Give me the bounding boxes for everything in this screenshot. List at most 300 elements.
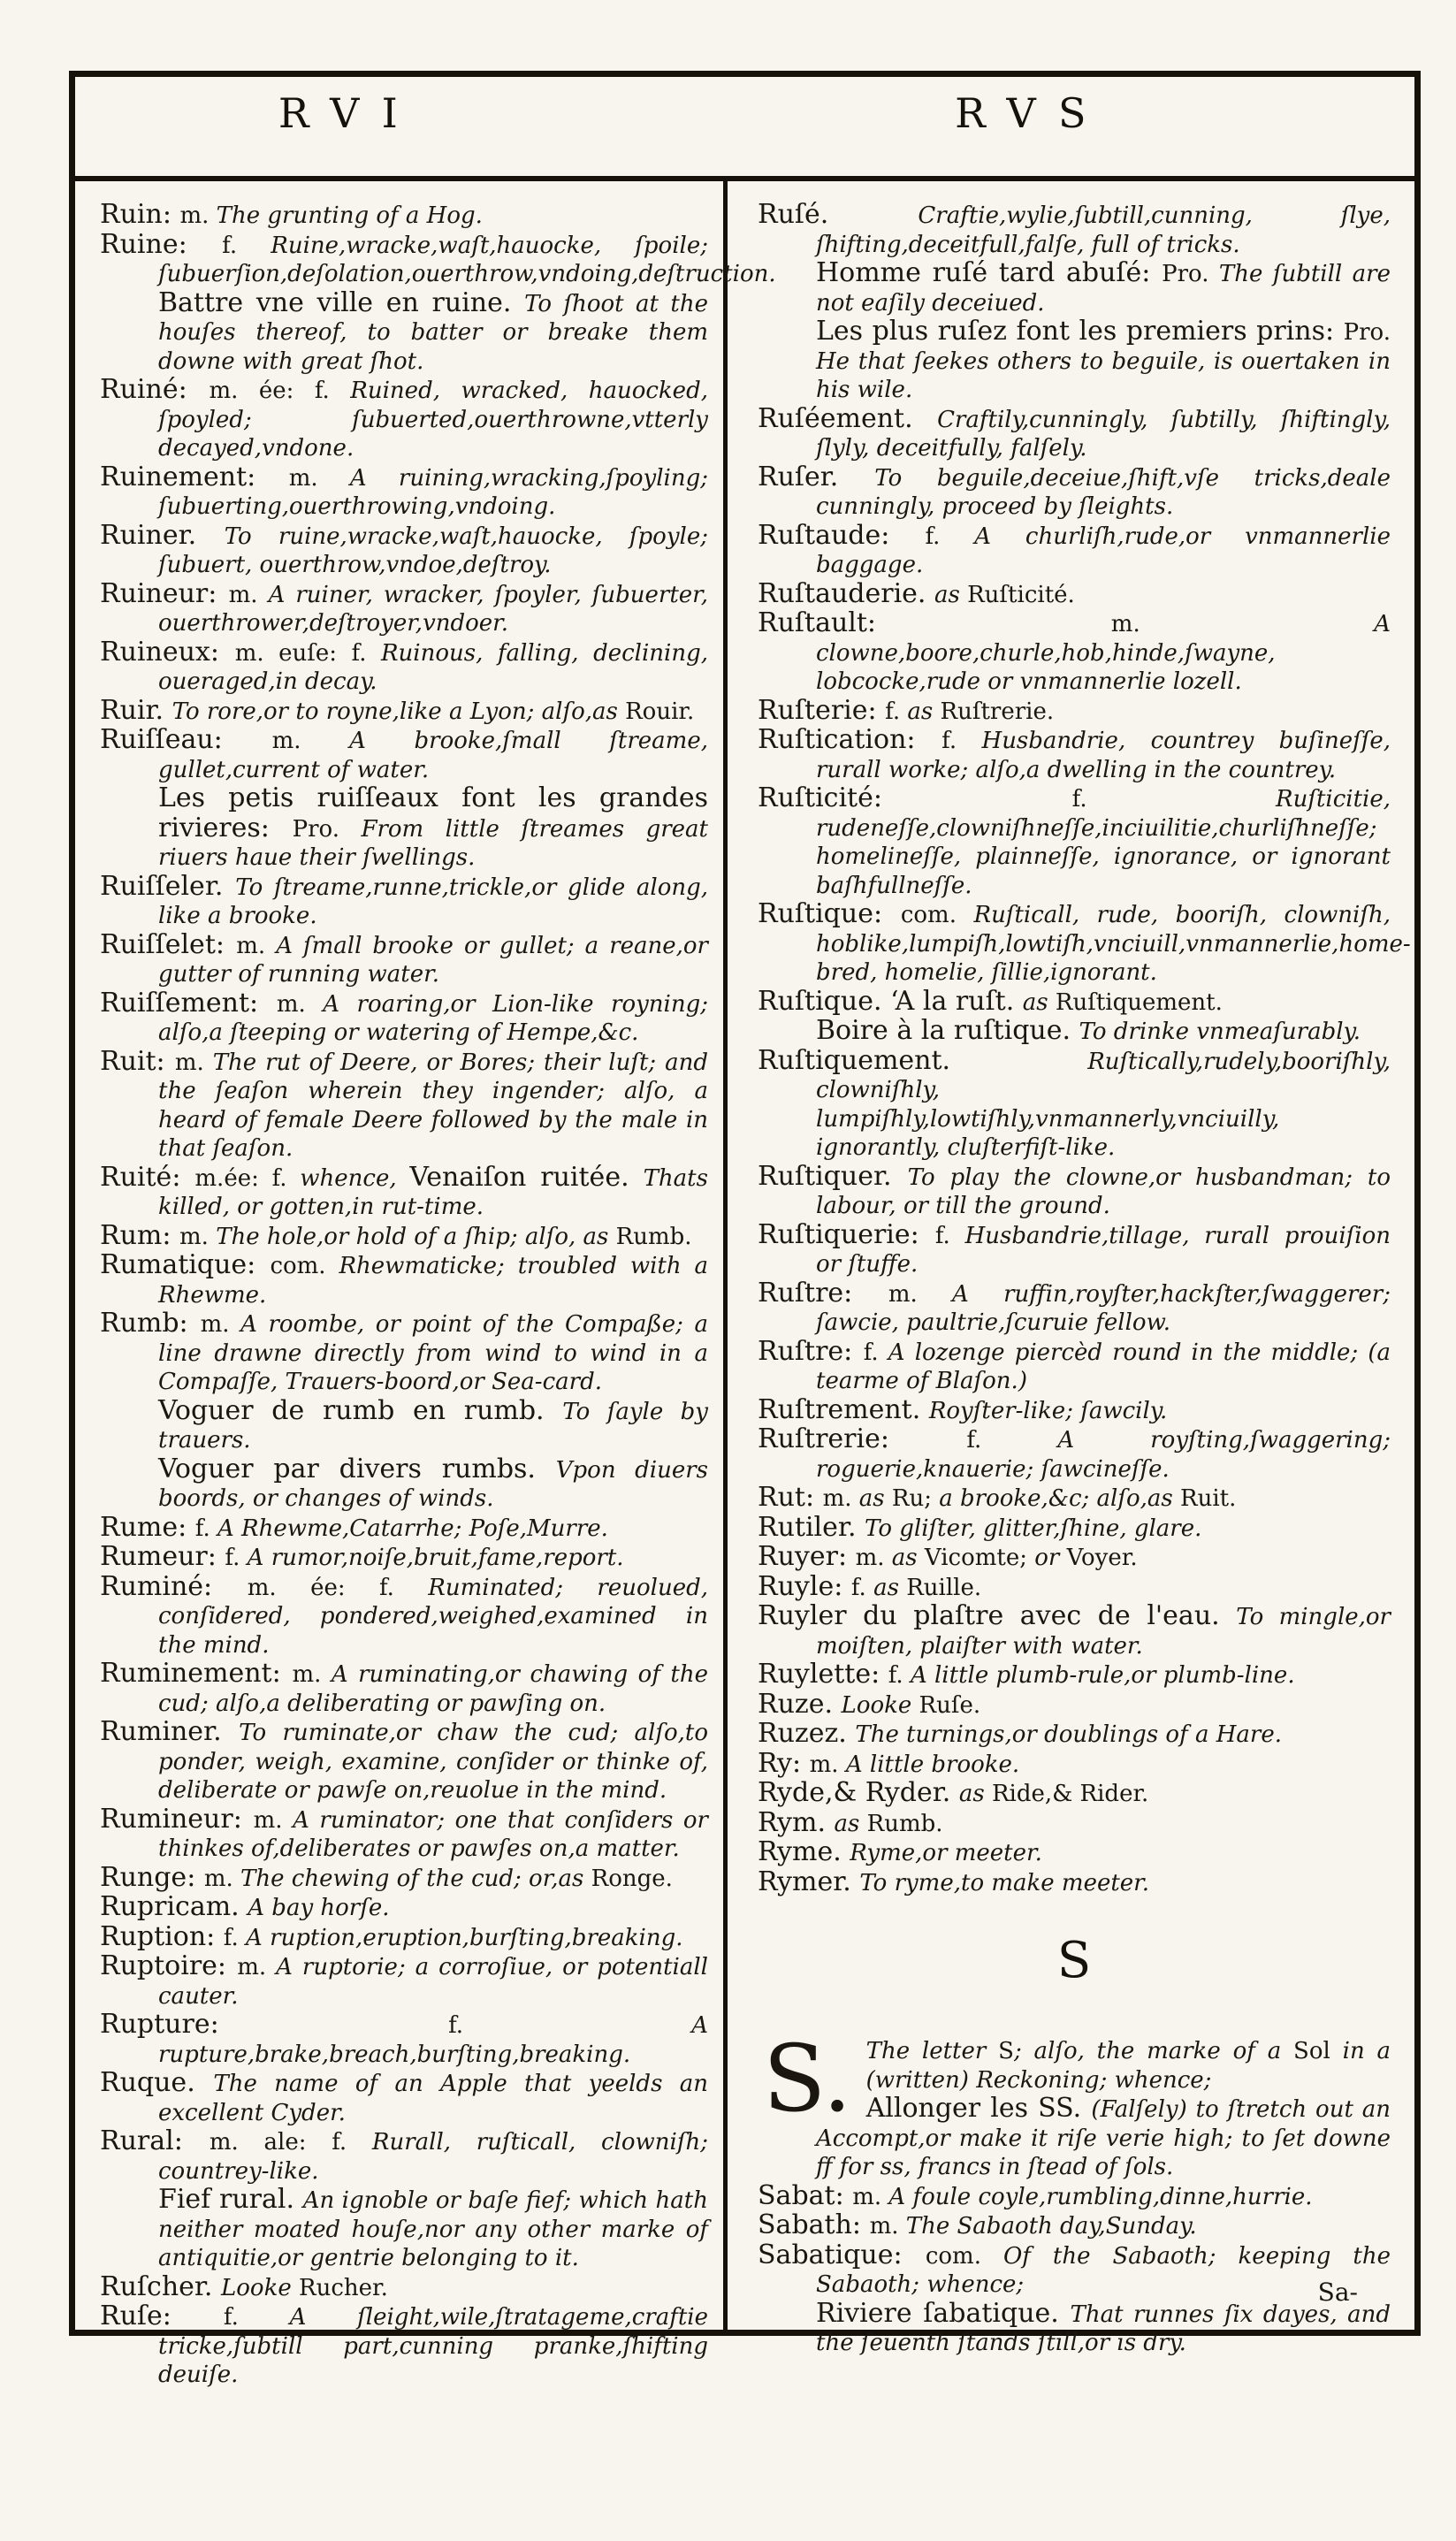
- headword-text: Rumatique:: [100, 1249, 271, 1280]
- headword-text: Ruit:: [100, 1045, 175, 1077]
- grammar-text: Sol: [1293, 2038, 1330, 2064]
- grammar-text: m.: [809, 1751, 846, 1778]
- headword-text: Ryme.: [758, 1836, 850, 1867]
- headword-text: Ruſtiquer.: [758, 1160, 908, 1192]
- dictionary-entry: [100, 784, 708, 873]
- definition-text: as: [934, 581, 968, 608]
- dictionary-entry: [758, 1160, 1391, 1221]
- dictionary-entry: [100, 1161, 708, 1222]
- headword-text: Ruyler du plaſtre avec de l'eau.: [758, 1600, 1237, 1631]
- definition-text: as: [958, 1781, 992, 1807]
- grammar-text: Rumb.: [866, 1810, 943, 1837]
- definition-text: or: [1027, 1545, 1067, 1571]
- headword-text: Ruineur:: [100, 577, 229, 609]
- grammar-text: f.: [941, 728, 982, 754]
- dictionary-entry: [758, 1044, 1391, 1163]
- definition-text: The letter: [865, 2038, 999, 2064]
- dictionary-entry: [758, 784, 1391, 900]
- headword-text: Ruptoire:: [100, 1950, 238, 1981]
- dictionary-entry: [758, 463, 1391, 522]
- definition-text: A ruminator; one that conſiders or thinkes of,deliberates or pawſes on,a matter.: [158, 1806, 708, 1862]
- dictionary-entry: [758, 1720, 1391, 1750]
- grammar-text: Ruit.: [1180, 1485, 1237, 1512]
- definition-text: A ruffin,royſter,hackſter,ſwaggerer; ſawcie, paultrie,ſcuruie fellow.: [816, 1280, 1391, 1336]
- grammar-text: m.: [203, 1865, 241, 1892]
- running-head-right: RVS: [955, 89, 1109, 137]
- dictionary-entry: [100, 1893, 708, 1923]
- dictionary-entry: [100, 463, 708, 522]
- right-column: [758, 199, 1411, 2358]
- headword-text: Ruiſſeler.: [100, 870, 236, 902]
- headword-text: Ruſterie:: [758, 694, 886, 726]
- grammar-text: m.: [253, 1806, 293, 1834]
- headword-text: Ruſcher.: [100, 2270, 222, 2302]
- dictionary-entry: [758, 1425, 1391, 1484]
- grammar-text: Rumb.: [615, 1223, 692, 1250]
- definition-text: A ruptorie; a corroſiue, or potentiall cauter.: [158, 1954, 708, 2010]
- grammar-text: Pro.: [1162, 261, 1219, 287]
- grammar-text: Pro.: [1343, 319, 1391, 346]
- dictionary-entry: [758, 1806, 1391, 1839]
- grammar-text: Ride,& Rider.: [991, 1781, 1149, 1807]
- definition-text: as: [891, 1545, 925, 1571]
- dictionary-entry: [100, 1455, 708, 1514]
- dictionary-entry: [758, 1511, 1391, 1544]
- definition-text: A little brooke.: [845, 1751, 1020, 1778]
- grammar-text: m. ale: f.: [209, 2129, 372, 2156]
- grammar-text: Ruſe.: [919, 1691, 981, 1719]
- headword-text: Battre vne ville en ruine.: [158, 286, 525, 318]
- dictionary-entry: [100, 2186, 708, 2273]
- grammar-text: m.: [271, 728, 350, 754]
- headword-text: Ruption:: [100, 1920, 224, 1952]
- definition-text: The hole,or hold of a ſhip; alſo, as: [216, 1223, 616, 1250]
- dropcap-initial: S.: [763, 2025, 852, 2133]
- grammar-text: m.: [174, 1049, 213, 1076]
- definition-text: To ſayle by trauers.: [158, 1398, 708, 1454]
- grammar-text: m.: [822, 1485, 859, 1512]
- dictionary-entry: [100, 201, 708, 231]
- grammar-text: f.: [1071, 786, 1276, 813]
- grammar-text: m.: [288, 464, 350, 492]
- dictionary-entry: [100, 376, 708, 463]
- headword-text: Ruyer:: [758, 1541, 856, 1572]
- definition-text: From little ſtreames great riuers haue their ſwellings.: [158, 815, 709, 871]
- definition-text: The grunting of a Hog.: [216, 202, 483, 229]
- dictionary-entry: [758, 609, 1391, 697]
- headword-text: Venaiſon ruitée.: [409, 1161, 644, 1193]
- dictionary-entry: [758, 1484, 1391, 1514]
- definition-text: The chewing of the cud; or,as: [240, 1865, 591, 1892]
- definition-text: To beguile,deceiue,ſhift,vſe tricks,deale cunningly, proceed by ſleights.: [816, 464, 1391, 520]
- definition-text: To ryme,to make meeter.: [859, 1869, 1150, 1896]
- grammar-text: com.: [925, 2242, 1003, 2270]
- definition-text: as: [858, 1485, 892, 1512]
- dictionary-entry: [758, 1660, 1391, 1690]
- headword-text: Ruminer.: [100, 1716, 240, 1747]
- definition-text: Thats killed, or gotten,in rut-time.: [158, 1164, 708, 1220]
- headword-text: Ruſtre:: [758, 1277, 888, 1309]
- dictionary-entry: [758, 402, 1391, 463]
- grammar-text: m.: [200, 1311, 241, 1338]
- headword-text: Ruzez.: [758, 1718, 856, 1749]
- definition-text: To ruminate,or chaw the cud; alſo,to ponder, weigh, examine, conſider or thinke of, deliberate or pawſe on,reuolue in the mind.: [158, 1720, 708, 1804]
- definition-text: whence,: [300, 1164, 410, 1192]
- definition-text: Of the Sabaoth; keeping the Sabaoth; whence;: [816, 2242, 1391, 2298]
- definition-text: Ruine,wracke,waſt,hauocke, ſpoile; ſubuerſion,deſolation,ouerthrow,vndoing,deſtruction.: [158, 232, 776, 287]
- dictionary-entry: [100, 1309, 708, 1397]
- definition-text: in a (written) Reckoning; whence;: [865, 2038, 1391, 2094]
- grammar-text: f.: [223, 2304, 290, 2331]
- dictionary-entry: [100, 1394, 708, 1455]
- left-column: [100, 199, 776, 2390]
- headword-text: Rural:: [100, 2125, 210, 2156]
- headword-text: Ruine:: [100, 228, 223, 260]
- headword-text: Ruſtaude:: [758, 519, 926, 551]
- grammar-text: Ronge.: [591, 1865, 673, 1892]
- headword-text: Boire à la ruſtique.: [816, 1015, 1079, 1046]
- definition-text: To play the clowne,or husbandman; to labour, or till the ground.: [816, 1164, 1391, 1219]
- headword-text: Rutiler.: [758, 1511, 865, 1543]
- headword-text: Ruiſſelet:: [100, 928, 237, 960]
- grammar-text: m.: [179, 202, 217, 229]
- definition-text: A ruminating,or chawing of the cud; alſo,a deliberating or pawſing on.: [158, 1661, 708, 1717]
- headword-text: Ruſe:: [100, 2301, 224, 2331]
- headword-text: Riviere ſabatique.: [816, 2297, 1071, 2329]
- headword-text: Rym.: [758, 1806, 835, 1838]
- definition-text: To drinke vnmeaſurably.: [1079, 1019, 1361, 1045]
- dictionary-entry: [100, 519, 708, 580]
- grammar-text: Vicomte;: [924, 1545, 1028, 1571]
- definition-text: A bay horſe.: [248, 1895, 390, 1921]
- grammar-text: m.: [1110, 611, 1375, 637]
- definition-text: as: [834, 1810, 867, 1837]
- definition-text: A ruiner, wracker, ſpoyler, ſubuerter, ouerthrower,deſtroyer,vndoer.: [158, 581, 708, 637]
- dictionary-entry: [100, 577, 708, 638]
- headword-text: Ruineux:: [100, 636, 235, 668]
- headword-text: Ruſtiquement.: [758, 1044, 1088, 1076]
- headword-text: Voguer par divers rumbs.: [158, 1453, 556, 1484]
- grammar-text: m.: [869, 2213, 906, 2240]
- dictionary-entry: [100, 1543, 708, 1573]
- grammar-text: Rucher.: [299, 2274, 388, 2301]
- headword-text: Ruin:: [100, 199, 180, 230]
- dictionary-entry: [100, 1718, 708, 1805]
- dictionary-entry: [100, 1570, 709, 1660]
- definition-text: A ruining,wracking,ſpoyling; ſubuerting,ouerthrowing,vndoing.: [158, 464, 708, 520]
- header-rule: [73, 176, 1416, 181]
- definition-text: The ſubtill are not eaſily deceiued.: [816, 261, 1391, 317]
- grammar-text: f.: [850, 1574, 874, 1601]
- headword-text: Les plus ruſez font les premiers prins:: [816, 316, 1344, 347]
- definition-text: The rut of Deere, or Bores; their luſt; and the ſeaſon wherein they ingender; alſo, a heard of female Deere followed by the male in that ſeaſon.: [158, 1049, 708, 1162]
- grammar-text: m.: [888, 1280, 953, 1308]
- dictionary-entry: [100, 2302, 708, 2390]
- headword-text: Sabath:: [758, 2209, 870, 2240]
- grammar-text: m.: [236, 932, 277, 959]
- headword-text: Ruſtauderie.: [758, 577, 934, 609]
- dictionary-entry: [100, 694, 708, 727]
- dictionary-entry: [758, 1218, 1391, 1279]
- dictionary-entry: [100, 1861, 708, 1894]
- definition-text: A lozenge piercèd round in the middle; (a tearme of Blaſon.): [816, 1339, 1391, 1394]
- dictionary-entry: [758, 1543, 1391, 1573]
- dictionary-entry: [758, 1690, 1391, 1721]
- headword-text: Ruſtique. ‘A la ruſt.: [758, 985, 1023, 1017]
- headword-text: Ruſtique:: [758, 898, 901, 929]
- dictionary-entry: [100, 1219, 708, 1252]
- definition-text: To ſhoot at the houſes thereof, to batter or breake them downe with great ſhot.: [158, 290, 708, 375]
- grammar-text: m.: [228, 581, 269, 608]
- definition-text: A royſting,ſwaggering; roguerie,knauerie; ſawcineſſe.: [816, 1427, 1391, 1483]
- grammar-text: f.: [225, 1545, 248, 1571]
- definition-text: Ruminated; reuolued, conſidered, pondered,weighed,examined in the mind.: [158, 1574, 709, 1659]
- headword-text: Ruyle:: [758, 1570, 851, 1602]
- headword-text: Ruſtault:: [758, 607, 1111, 638]
- headword-text: Ruſticité:: [758, 782, 1072, 813]
- definition-text: Ruinous, falling, declining, oueraged,in decay.: [158, 639, 709, 695]
- headword-text: Ruylette:: [758, 1659, 888, 1690]
- headword-text: Sabatique:: [758, 2239, 926, 2270]
- headword-text: Rum:: [100, 1219, 179, 1251]
- headword-text: Ruiner.: [100, 519, 225, 551]
- definition-text: Looke: [841, 1691, 919, 1719]
- dictionary-entry: [758, 1570, 1391, 1603]
- definition-text: A ruption,eruption,burſting,breaking.: [246, 1924, 683, 1951]
- definition-text: The turnings,or doublings of a Hare.: [855, 1721, 1282, 1748]
- dictionary-entry: [100, 228, 776, 289]
- dictionary-entry: [100, 638, 708, 697]
- definition-text: Craftily,cunningly, ſubtilly, ſhiftingly, ſlyly, deceitfully, falſely.: [816, 406, 1391, 462]
- definition-text: Royſter-like; ſawcily.: [928, 1397, 1168, 1424]
- headword-text: Ruir.: [100, 694, 172, 726]
- dictionary-entry: [758, 1868, 1391, 1898]
- dictionary-entry: [758, 519, 1391, 580]
- grammar-text: f.: [888, 1662, 911, 1689]
- grammar-text: com.: [270, 1253, 339, 1279]
- grammar-text: m. euſe: f.: [234, 639, 381, 667]
- dictionary-entry: [758, 2241, 1391, 2300]
- grammar-text: f.: [223, 1924, 247, 1951]
- headword-text: Ry:: [758, 1747, 810, 1779]
- dictionary-entry: [758, 317, 1391, 405]
- dictionary-entry: [758, 1747, 1391, 1780]
- grammar-text: Ruſticité.: [967, 581, 1075, 608]
- headword-text: Homme ruſé tard abuſé:: [816, 257, 1163, 288]
- definition-text: (Falſely) to ſtretch out an Accompt,or make it riſe verie high; to ſet downe ff for ss, francs in ſtead of ſols.: [816, 2096, 1391, 2180]
- headword-text: Ruſé.: [758, 199, 919, 230]
- grammar-text: f.: [194, 1515, 217, 1542]
- definition-text: That runnes ſix dayes, and the ſeuenth ſtands ſtill,or is dry.: [816, 2301, 1391, 2356]
- headword-text: Ruſtiquerie:: [758, 1218, 935, 1250]
- definition-text: Ruſticall, rude, booriſh, clowniſh, hoblike,lumpiſh,lowtiſh,vnciuill,vnmannerlie,home-bred, homelie, ſillie,ignorant.: [816, 902, 1411, 986]
- headword-text: Voguer de rumb en rumb.: [158, 1394, 563, 1426]
- definition-text: Husbandrie, countrey buſineſſe, rurall worke; alſo,a dwelling in the countrey.: [816, 728, 1391, 783]
- definition-text: A foule coyle,rumbling,dinne,hurrie.: [888, 2183, 1313, 2210]
- definition-text: a brooke,&c; alſo,as: [932, 1485, 1181, 1512]
- definition-text: Vpon diuers boords, or changes of winds.: [158, 1456, 708, 1512]
- definition-text: A ſmall brooke or gullet; a reane,or gutter of running water.: [158, 932, 708, 988]
- dictionary-entry: [758, 259, 1391, 317]
- grammar-text: Ruſtiquement.: [1055, 988, 1223, 1016]
- headword-text: Ruminement:: [100, 1658, 293, 1689]
- grammar-text: m.: [179, 1223, 217, 1250]
- grammar-text: f.: [863, 1339, 888, 1366]
- dictionary-entry: [758, 2211, 1391, 2241]
- grammar-text: m.: [855, 1545, 892, 1571]
- dictionary-entry: [100, 726, 708, 784]
- definition-text: A rumor,noiſe,bruit,fame,report.: [247, 1545, 624, 1571]
- dictionary-entry: [100, 928, 708, 989]
- headword-text: Ruiné:: [100, 374, 210, 405]
- definition-text: A ſleight,wile,ſtratageme,craftie tricke,ſubtill part,cunning pranke,ſhifting deuiſe.: [158, 2304, 708, 2388]
- headword-text: Ruiſſement:: [100, 987, 277, 1019]
- definition-text: A roombe, or point of the Compaße; a line drawne directly from wind to wind in a Compaſſe, Trauers-boord,or Sea-card.: [158, 1311, 708, 1395]
- definition-text: as: [1022, 988, 1056, 1016]
- headword-text: Rupricam.: [100, 1891, 248, 1922]
- grammar-text: m. ée: f.: [209, 378, 351, 404]
- dictionary-entry: [100, 286, 708, 377]
- definition-text: A rupture,brake,breach,burſting,breaking.: [158, 2012, 708, 2068]
- definition-text: A brooke,ſmall ſtreame, gullet,current of water.: [158, 728, 708, 783]
- definition-text: A roaring,or Lion-like royning; alſo,a ſteeping or watering of Hempe,&c.: [158, 990, 709, 1046]
- grammar-text: m.ée: f.: [194, 1164, 301, 1192]
- definition-text: To rore,or to royne,like a Lyon; alſo,as: [172, 698, 626, 725]
- headword-text: Fief rural.: [158, 2184, 303, 2215]
- definition-text: A little plumb-rule,or plumb-line.: [910, 1662, 1295, 1689]
- definition-text: Ruſticitie, rudeneſſe,clowniſhneſſe,inciuilitie,churliſhneſſe; homelineſſe, plainneſſe, ignorance, or ignorant baſhfullneſſe.: [816, 786, 1391, 899]
- headword-text: Ruze.: [758, 1688, 842, 1720]
- catchword: Sa-: [1317, 2278, 1358, 2307]
- definition-text: To gliſter, glitter,ſhine, glare.: [865, 1515, 1202, 1542]
- dictionary-entry: [758, 201, 1391, 259]
- definition-text: An ignoble or baſe fief; which hath neither moated houſe,nor any other marke of antiquitie,or gentrie belonging to it.: [158, 2187, 708, 2271]
- grammar-text: S: [998, 2038, 1014, 2064]
- headword-text: Ruſtre:: [758, 1335, 864, 1367]
- grammar-text: Voyer.: [1066, 1545, 1138, 1571]
- headword-text: Rume:: [100, 1511, 195, 1543]
- dictionary-entry: [100, 2011, 708, 2069]
- headword-text: Rymer.: [758, 1866, 860, 1897]
- definition-text: To ſtreame,runne,trickle,or glide along, like a brooke.: [158, 874, 709, 929]
- definition-text: The name of an Apple that yeelds an excellent Cyder.: [158, 2071, 709, 2126]
- definition-text: Ruined, wracked, hauocked, ſpoyled; ſubuerted,ouerthrowne,vtterly decayed,vndone.: [158, 378, 708, 462]
- dictionary-entry: [100, 1251, 708, 1309]
- dictionary-entry: [758, 2297, 1391, 2358]
- grammar-text: m. ée: f.: [247, 1574, 429, 1601]
- dictionary-entry: [100, 1045, 708, 1164]
- definition-text: as: [873, 1574, 907, 1601]
- page-frame: [69, 71, 1421, 2388]
- dictionary-entry: [758, 2179, 1391, 2212]
- headword-text: Ruſtication:: [758, 724, 942, 755]
- definition-text: as: [907, 698, 941, 725]
- definition-text: He that ſeekes others to beguile, is ouertaken in his wile.: [816, 347, 1391, 403]
- headword-text: Ruiſſeau:: [100, 724, 272, 755]
- definition-text: To mingle,or moiſten, plaiſter with water.: [816, 1604, 1391, 1660]
- dictionary-entry: [758, 1602, 1391, 1660]
- dictionary-entry: [100, 1920, 708, 1953]
- headword-text: Rumineur:: [100, 1803, 254, 1835]
- running-head-left: RVI: [278, 89, 421, 137]
- dictionary-entry: [758, 985, 1391, 1018]
- headword-text: Rumeur:: [100, 1541, 225, 1572]
- headword-text: Ruſtrement.: [758, 1393, 929, 1425]
- column-divider: [723, 181, 728, 2331]
- headword-text: Ruſtrerie:: [758, 1423, 967, 1454]
- definition-text: Ryme,or meeter.: [850, 1840, 1042, 1866]
- dictionary-entry: [758, 1779, 1391, 1809]
- dictionary-entry: [100, 2270, 708, 2303]
- definition-text: To ruine,wracke,waſt,hauocke, ſpoyle; ſubuert, ouerthrow,vndoe,deſtroy.: [158, 523, 708, 578]
- grammar-text: f.: [448, 2012, 692, 2039]
- grammar-text: f.: [222, 232, 271, 259]
- headword-text: Rumb:: [100, 1308, 201, 1339]
- dictionary-entry: [100, 1805, 708, 1864]
- dictionary-entry: [100, 870, 709, 931]
- headword-text: Runge:: [100, 1861, 204, 1893]
- headword-text: Ruité:: [100, 1161, 195, 1193]
- definition-text: Rhewmaticke; troubled with a Rhewme.: [158, 1253, 708, 1309]
- definition-text: Looke: [221, 2274, 299, 2301]
- definition-text: The Sabaoth day,Sunday.: [905, 2213, 1197, 2240]
- dictionary-entry: [758, 1017, 1391, 1047]
- definition-text: ; alſo, the marke of a: [1013, 2038, 1294, 2064]
- definition-text: Craftie,wylie,ſubtill,cunning, ſlye, ſhifting,deceitfull,falſe, full of tricks.: [816, 202, 1391, 258]
- headword-text: Rut:: [758, 1482, 823, 1513]
- dictionary-entry: [758, 694, 1391, 727]
- grammar-text: f.: [966, 1427, 1058, 1454]
- grammar-text: Ruille.: [906, 1574, 982, 1601]
- section-letter-heading: S: [1056, 1932, 1092, 1989]
- dictionary-entry: [100, 1511, 708, 1544]
- headword-text: Ruque.: [100, 2067, 214, 2098]
- headword-text: Ruſéement.: [758, 402, 938, 434]
- definition-text: Rurall, ruſticall, clowniſh; countrey-like.: [158, 2129, 708, 2185]
- dictionary-entry: [758, 1838, 1391, 1868]
- dictionary-entry: [758, 1279, 1391, 1338]
- dictionary-entry: [758, 1393, 1391, 1426]
- grammar-text: m.: [237, 1954, 277, 1980]
- headword-text: Ruſer.: [758, 461, 875, 492]
- headword-text: Ruinement:: [100, 461, 289, 492]
- dictionary-entry: [100, 1660, 708, 1718]
- grammar-text: f.: [885, 698, 908, 725]
- grammar-text: m.: [276, 990, 324, 1018]
- dictionary-entry: [100, 2127, 708, 2186]
- headword-text: Sabat:: [758, 2179, 853, 2211]
- definition-text: Husbandrie,tillage, rurall prouiſion or ſtuffe.: [816, 1222, 1391, 1278]
- headword-text: Ryde,& Ryder.: [758, 1777, 959, 1808]
- dictionary-entry: [758, 1335, 1391, 1396]
- dictionary-entry: [100, 1952, 708, 2011]
- dictionary-entry: [758, 898, 1411, 988]
- headword-text: Les petis ruiſſeaux font les grandes rivieres:: [158, 782, 708, 843]
- definition-text: A Rhewme,Catarrhe; Poſe,Murre.: [217, 1515, 608, 1542]
- grammar-text: Pro.: [292, 815, 362, 843]
- grammar-text: Ruſtrerie.: [940, 698, 1055, 725]
- headword-text: Rupture:: [100, 2009, 449, 2040]
- dictionary-entry: [758, 726, 1391, 784]
- dictionary-entry: [100, 989, 708, 1048]
- grammar-text: m.: [852, 2183, 889, 2210]
- definition-text: A clowne,boore,churle,hob,hinde,ſwayne, lobcocke,rude or vnmannerlie lozell.: [816, 611, 1391, 695]
- grammar-text: f.: [925, 523, 975, 550]
- definition-text: Ruſtically,rudely,booriſhly, clowniſhly, lumpiſhly,lowtiſhly,vnmannerly,vnciuilly, ignorantly, cluſterfiſt-like.: [816, 1048, 1391, 1161]
- grammar-text: Rouir.: [625, 698, 695, 725]
- grammar-text: Ru;: [891, 1485, 932, 1512]
- headword-text: Ruminé:: [100, 1570, 248, 1602]
